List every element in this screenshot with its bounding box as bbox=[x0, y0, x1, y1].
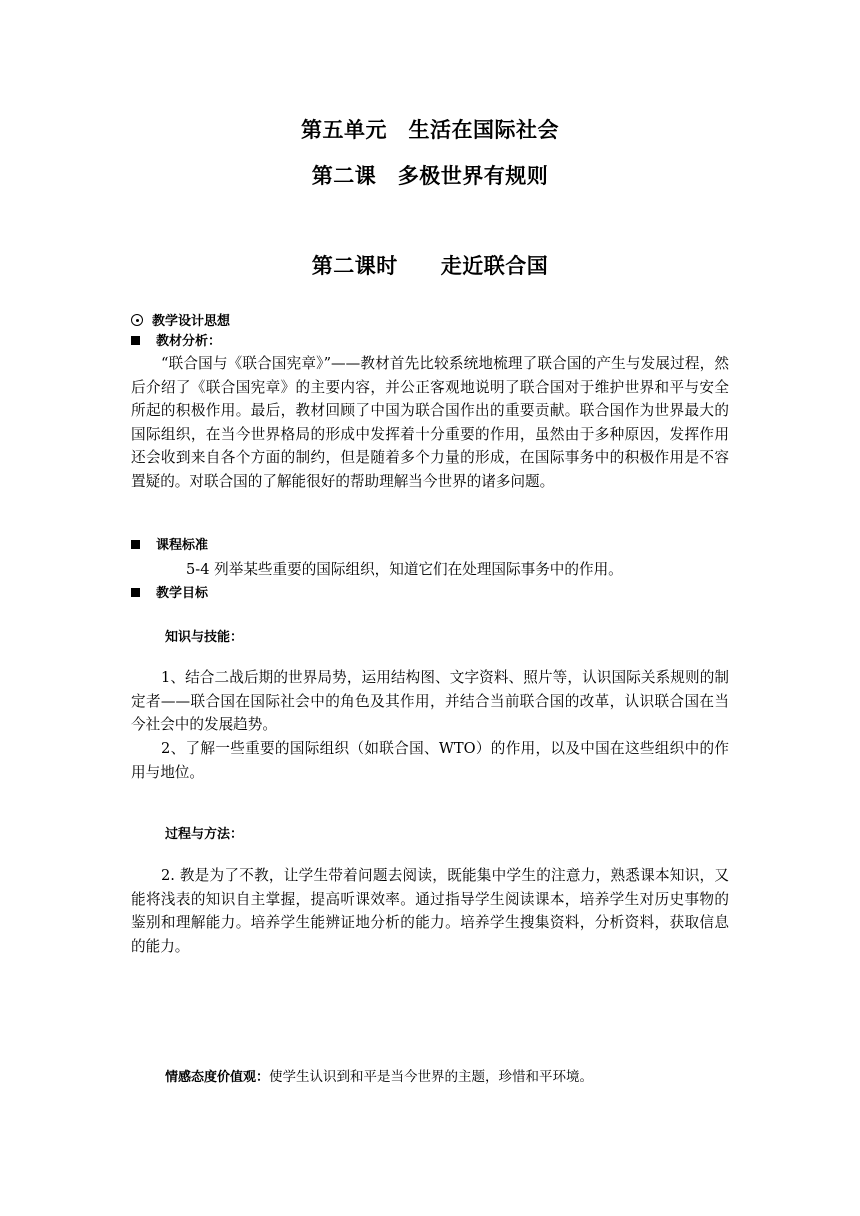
circle-dot-icon bbox=[131, 314, 143, 326]
process-method-text: 2. 教是为了不教，让学生带着问题去阅读，既能集中学生的注意力，熟悉课本知识，又能将浅表的知识自主掌握，提高听课效率。通过指导学生阅读课本，培养学生对历史事物的鉴别和理解能力。培养学生能辨证地分析的能力。培养学生搜集资料，分析资料，获取信息的能力。 bbox=[131, 867, 729, 955]
knowledge-item-1: 1、结合二战后期的世界局势，运用结构图、文字资料、照片等，认识国际关系规则的制定者——联合国在国际社会中的角色及其作用，并结合当前联合国的改革，认识联合国在当今社会中的发展趋势。 bbox=[131, 669, 729, 733]
material-analysis-text: “联合国与《联合国宪章》”——教材首先比较系统地梳理了联合国的产生与发展过程，然后介绍了《联合国宪章》的主要内容，并公正客观地说明了联合国对于维护世界和平与安全所起的积极作用。最后，教材回顾了中国为联合国作出的重要贡献。联合国作为世界最大的国际组织，在当今世界格局的形成中发挥着十分重要的作用，虽然由于多种原因，发挥作用还会收到来自各个方面的制约，但是随着多个力量的形成，在国际事务中的积极作用是不容置疑的。对联合国的了解能很好的帮助理解当今世界的诸多问题。 bbox=[131, 355, 729, 490]
knowledge-item-2: 2、了解一些重要的国际组织（如联合国、WTO）的作用，以及中国在这些组织中的作用与地位。 bbox=[131, 740, 729, 781]
emotion-values-label: 情感态度价值观： bbox=[165, 1070, 270, 1085]
lesson-title: 第二课 多极世界有规则 bbox=[311, 164, 549, 188]
material-analysis-label: 教材分析： bbox=[156, 334, 222, 349]
unit-title: 第五单元 生活在国际社会 bbox=[301, 118, 559, 142]
square-bullet-icon bbox=[131, 336, 140, 345]
knowledge-skills-label: 知识与技能： bbox=[165, 630, 244, 645]
process-method-label: 过程与方法： bbox=[165, 827, 244, 842]
teaching-goals-label: 教学目标 bbox=[156, 586, 209, 601]
emotion-values-line bbox=[165, 1067, 593, 1088]
design-thought-heading bbox=[131, 313, 230, 331]
material-analysis-heading bbox=[131, 333, 221, 351]
period-title: 第二课时 走近联合国 bbox=[311, 254, 549, 278]
curriculum-standard-text: 5-4 列举某些重要的国际组织，知道它们在处理国际事务中的作用。 bbox=[186, 561, 623, 578]
curriculum-standard-heading bbox=[131, 537, 208, 555]
design-thought-label: 教学设计思想 bbox=[152, 314, 231, 329]
emotion-values-text: 使学生认识到和平是当今世界的主题，珍惜和平环境。 bbox=[269, 1069, 594, 1085]
curriculum-standard-label: 课程标准 bbox=[156, 538, 209, 553]
square-bullet-icon bbox=[131, 540, 140, 549]
teaching-goals-heading bbox=[131, 585, 208, 603]
square-bullet-icon bbox=[131, 588, 140, 597]
